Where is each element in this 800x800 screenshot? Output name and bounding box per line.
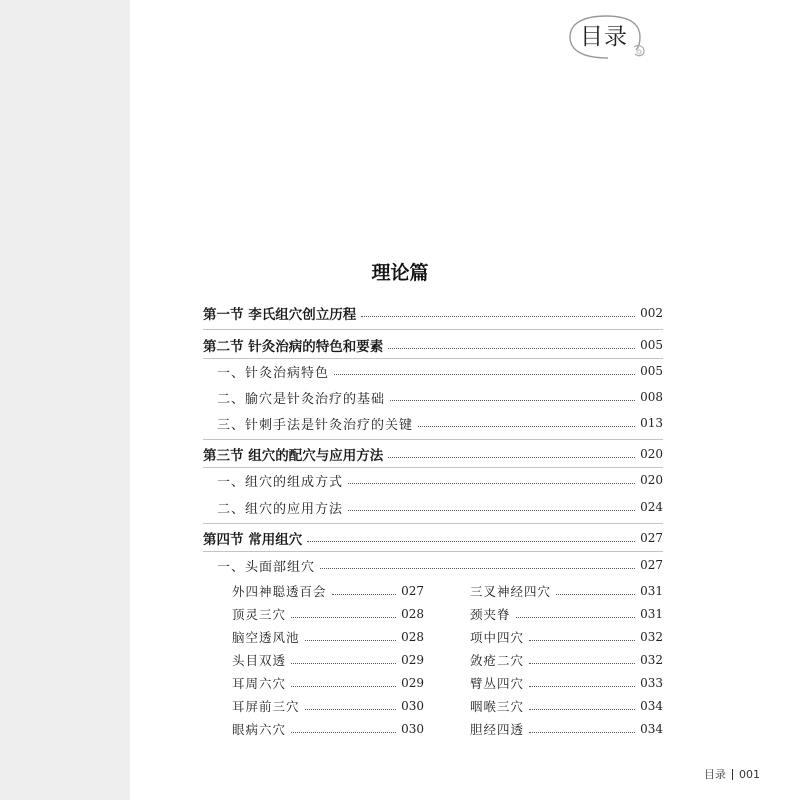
dot-leader [529,709,635,710]
dot-leader [348,483,635,484]
footer-separator [732,769,733,780]
dot-leader [348,510,635,511]
item-label: 胆经四透 [470,722,525,737]
page-number: 034 [640,722,663,736]
page-number: 024 [640,500,663,514]
toc-item[interactable] [470,580,663,602]
dot-leader [291,663,396,664]
footer-page-number: 001 [739,767,760,781]
toc-subsection[interactable] [217,360,663,382]
subsection-label: 一、针灸治病特色 [217,365,330,381]
subsection-label: 二、腧穴是针灸治疗的基础 [217,391,386,407]
page-number: 029 [401,653,424,667]
dot-leader [291,617,396,618]
footer-label: 目录 [704,768,726,781]
section-divider [203,439,663,440]
dot-leader [388,348,635,349]
dot-leader [305,640,397,641]
dot-leader [332,594,397,595]
dot-leader [307,541,635,542]
toc-subsection[interactable] [217,469,663,491]
item-label: 咽喉三穴 [470,699,525,714]
section-label: 第二节 针灸治病的特色和要素 [203,339,384,355]
toc-section[interactable] [203,443,663,465]
toc-item[interactable] [232,672,424,694]
toc-item[interactable] [470,695,663,717]
subsection-label: 一、头面部组穴 [217,559,316,575]
page-number: 020 [640,447,663,461]
item-label: 三叉神经四穴 [470,584,552,599]
page-number: 030 [401,722,424,736]
page-number: 005 [640,364,663,378]
dot-leader [388,457,635,458]
item-label: 敛疮二穴 [470,653,525,668]
page-number: 008 [640,390,663,404]
section-divider [203,358,663,359]
toc-item[interactable] [470,649,663,671]
toc-item[interactable] [470,718,663,740]
toc-item[interactable] [232,695,424,717]
section-label: 第一节 李氏组穴创立历程 [203,307,357,323]
section-divider [203,467,663,468]
item-label: 颈夹脊 [470,607,511,622]
toc-badge [568,14,648,60]
section-divider [203,523,663,524]
item-label: 项中四穴 [470,630,525,645]
toc-section[interactable] [203,527,663,549]
toc-item[interactable] [232,580,424,602]
dot-leader [334,374,635,375]
dot-leader [529,640,635,641]
item-label: 脑空透风池 [232,630,300,645]
toc-item[interactable] [232,603,424,625]
item-label: 外四神聪透百会 [232,584,327,599]
item-label: 眼病六穴 [232,722,287,737]
toc-item[interactable] [470,672,663,694]
toc-item[interactable] [470,603,663,625]
subsection-label: 一、组穴的组成方式 [217,474,344,490]
toc-section[interactable] [203,302,663,324]
part-title: 理论篇 [371,262,429,284]
page-number: 033 [640,676,663,690]
item-label: 头目双透 [232,653,287,668]
toc-item[interactable] [232,626,424,648]
dot-leader [556,594,635,595]
item-label: 顶灵三穴 [232,607,287,622]
dot-leader [291,686,396,687]
item-label: 耳屏前三穴 [232,699,300,714]
page-number: 034 [640,699,663,713]
toc-subsection[interactable] [217,386,663,408]
dot-leader [361,316,635,317]
section-label: 第三节 组穴的配穴与应用方法 [203,448,384,464]
section-divider [203,551,663,552]
page-number: 002 [640,306,663,320]
page-number: 029 [401,676,424,690]
subsection-label: 三、针刺手法是针灸治疗的关键 [217,417,414,433]
dot-leader [305,709,397,710]
page-number: 032 [640,653,663,667]
section-divider [203,329,663,330]
page-number: 028 [401,630,424,644]
dot-leader [529,732,635,733]
toc-subsection[interactable] [217,496,663,518]
page-number: 013 [640,416,663,430]
toc-item[interactable] [470,626,663,648]
page-number: 030 [401,699,424,713]
page-number: 031 [640,584,663,598]
page-number: 027 [640,531,663,545]
dot-leader [418,426,635,427]
item-label: 臂丛四穴 [470,676,525,691]
toc-item[interactable] [232,718,424,740]
toc-subsection[interactable] [217,412,663,434]
dot-leader [291,732,396,733]
toc-subsection[interactable] [217,554,663,576]
dot-leader [320,568,635,569]
page-number: 027 [401,584,424,598]
dot-leader [529,663,635,664]
dot-leader [516,617,636,618]
section-label: 第四节 常用组穴 [203,532,303,548]
item-label: 耳周六穴 [232,676,287,691]
dot-leader [529,686,635,687]
toc-item[interactable] [232,649,424,671]
badge-title: 目录 [580,24,628,50]
page-number: 028 [401,607,424,621]
dot-leader [390,400,635,401]
page-number: 031 [640,607,663,621]
page-footer [600,764,760,784]
toc-section[interactable] [203,334,663,356]
page-number: 032 [640,630,663,644]
page-gutter [0,0,130,800]
subsection-label: 二、组穴的应用方法 [217,501,344,517]
page-number: 005 [640,338,663,352]
page-number: 020 [640,473,663,487]
page-number: 027 [640,558,663,572]
